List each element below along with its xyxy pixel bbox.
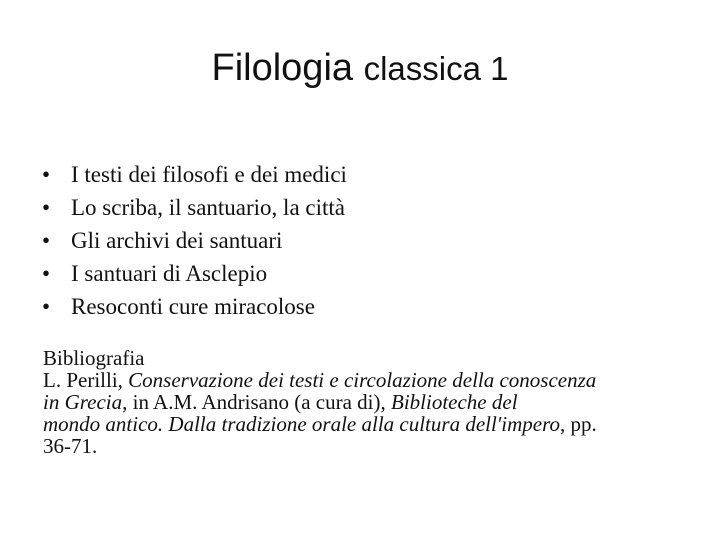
bullet-icon: • <box>42 294 51 319</box>
list-item-text: Gli archivi dei santuari <box>71 228 283 253</box>
topic-list <box>42 158 347 323</box>
bullet-icon: • <box>42 261 51 286</box>
list-item-text: I santuari di Asclepio <box>71 261 268 286</box>
bullet-icon: • <box>42 228 51 253</box>
reference-line <box>43 369 693 391</box>
list-item <box>42 191 347 224</box>
reference-title-cont: in Grecia <box>43 390 123 414</box>
reference-line <box>43 413 693 435</box>
reference-title: Conservazione dei testi e circolazione della conoscenza <box>128 368 597 392</box>
reference-line <box>43 391 693 413</box>
title-rest: classica 1 <box>363 50 509 87</box>
reference-pages: 36-71. <box>43 434 98 458</box>
bibliography-heading: Bibliografia <box>43 346 145 370</box>
reference-in: , in A.M. Andrisano (a cura di), <box>122 390 386 414</box>
list-item-text: Resoconti cure miracolose <box>71 294 315 319</box>
list-item <box>42 224 347 257</box>
list-item-text: I testi dei filosofi e dei medici <box>71 162 347 187</box>
bullet-icon: • <box>42 162 51 187</box>
reference-author: L. Perilli, <box>43 368 123 392</box>
list-item <box>42 257 347 290</box>
bullet-icon: • <box>42 195 51 220</box>
bibliography <box>43 347 693 457</box>
slide-title <box>0 40 720 97</box>
list-item <box>42 290 347 323</box>
reference-volume-title-cont: mondo antico. Dalla tradizione orale alla cultura dell'impero <box>43 412 561 436</box>
title-main: Filologia <box>211 47 354 89</box>
reference-pages-label: , pp. <box>560 412 597 436</box>
reference-line <box>43 435 693 457</box>
reference-volume-title: Biblioteche del <box>391 390 518 414</box>
list-item-text: Lo scriba, il santuario, la città <box>71 195 345 220</box>
list-item <box>42 158 347 191</box>
